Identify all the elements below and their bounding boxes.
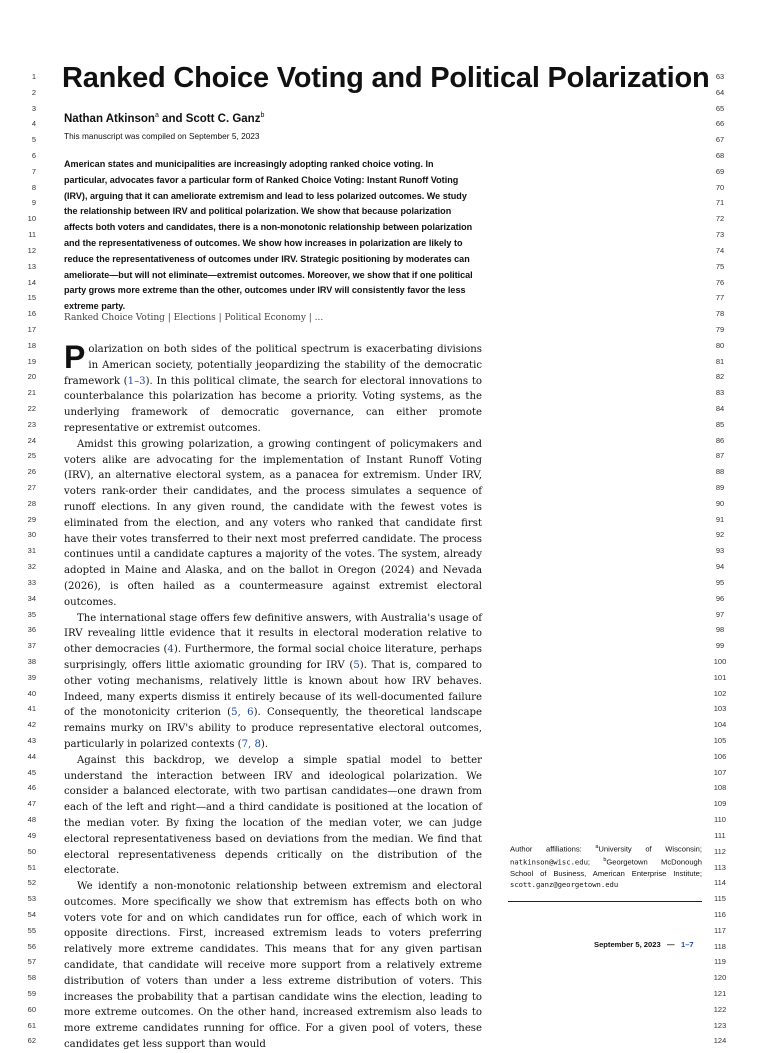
line-number: 55 bbox=[27, 925, 36, 935]
line-number: 9 bbox=[31, 198, 36, 208]
line-number: 119 bbox=[714, 957, 726, 967]
paper-title: Ranked Choice Voting and Political Polarization bbox=[62, 62, 710, 94]
line-number: 88 bbox=[715, 467, 725, 477]
footer-dash: — bbox=[667, 940, 675, 949]
line-number: 46 bbox=[27, 783, 36, 793]
line-number: 50 bbox=[27, 846, 36, 856]
line-number: 67 bbox=[715, 135, 725, 145]
affiliations-label: Author affiliations: bbox=[510, 844, 596, 854]
line-number: 48 bbox=[27, 815, 36, 825]
line-number: 92 bbox=[715, 530, 725, 540]
line-number: 62 bbox=[27, 1036, 36, 1046]
line-number: 40 bbox=[27, 688, 36, 698]
line-number: 78 bbox=[715, 309, 725, 319]
line-number: 80 bbox=[715, 340, 725, 350]
line-number: 86 bbox=[715, 435, 725, 445]
line-number: 57 bbox=[27, 957, 36, 967]
line-number: 71 bbox=[715, 198, 725, 208]
affiliation-text: Georgetown McDonough School of Business, American Enterprise Institute; bbox=[510, 857, 702, 878]
text-run: ). That is, compared to other voting mechanisms, relatively little is known about how IRV behaves. Indeed, many experts dismiss it entirely because of its well-documented failure of the monotonicity criterion ( bbox=[64, 659, 482, 719]
line-number: 75 bbox=[715, 261, 725, 271]
line-number: 110 bbox=[714, 815, 726, 825]
affiliation-marker: b bbox=[603, 856, 607, 863]
line-number: 112 bbox=[714, 846, 726, 856]
line-number: 102 bbox=[713, 688, 727, 698]
line-number: 72 bbox=[715, 214, 725, 224]
footer-date: September 5, 2023 bbox=[594, 940, 661, 949]
line-number: 25 bbox=[27, 451, 36, 461]
line-number: 118 bbox=[714, 941, 726, 951]
separator: ; bbox=[587, 857, 604, 867]
line-number: 21 bbox=[27, 388, 36, 398]
drop-cap: P bbox=[64, 339, 86, 375]
line-number: 56 bbox=[27, 941, 36, 951]
text-run: olarization on both sides of the political spectrum is exacerbating divisions in American society, potentially jeopardizing the stability of the democratic framework ( bbox=[64, 344, 482, 387]
line-number: 33 bbox=[27, 577, 36, 587]
line-number: 53 bbox=[27, 894, 36, 904]
line-number: 68 bbox=[715, 151, 725, 161]
line-number: 61 bbox=[27, 1020, 36, 1030]
citation-link[interactable]: 4 bbox=[167, 644, 174, 656]
line-number: 123 bbox=[713, 1020, 727, 1030]
main-text bbox=[64, 339, 482, 1053]
line-number: 29 bbox=[27, 514, 36, 524]
line-number: 84 bbox=[715, 404, 725, 413]
line-number: 73 bbox=[715, 230, 725, 240]
citation-link[interactable]: 7, 8 bbox=[241, 738, 261, 750]
line-number: 82 bbox=[715, 372, 725, 382]
line-number: 106 bbox=[713, 751, 727, 761]
line-number: 90 bbox=[715, 498, 725, 508]
line-number: 14 bbox=[27, 277, 36, 287]
line-number: 66 bbox=[715, 119, 725, 129]
line-number: 117 bbox=[714, 925, 726, 935]
page-footer bbox=[594, 940, 694, 949]
email-link[interactable]: scott.ganz@georgetown.edu bbox=[510, 879, 619, 889]
line-number: 49 bbox=[27, 830, 36, 840]
line-number: 22 bbox=[27, 404, 36, 413]
line-number: 30 bbox=[27, 530, 36, 540]
line-number: 20 bbox=[27, 372, 36, 382]
line-number: 70 bbox=[715, 182, 725, 192]
line-number: 105 bbox=[713, 736, 727, 746]
line-number: 79 bbox=[715, 324, 725, 334]
line-number: 24 bbox=[27, 435, 36, 445]
line-number: 52 bbox=[27, 878, 36, 888]
line-number: 4 bbox=[31, 119, 36, 129]
paragraph bbox=[64, 611, 482, 753]
line-number: 74 bbox=[715, 245, 725, 255]
line-number: 99 bbox=[715, 641, 725, 651]
line-number: 7 bbox=[31, 166, 36, 176]
text-run: ). bbox=[260, 738, 269, 750]
line-number: 93 bbox=[715, 546, 725, 556]
line-number: 38 bbox=[27, 656, 36, 666]
text-run: ). In this political climate, the search for electoral innovations to counterbalance this polarization has become a priority. Voting systems, as the underlying framework of democratic governance, can either promote representative or extremist outcomes. bbox=[64, 375, 482, 434]
citation-link[interactable]: 1–3 bbox=[127, 375, 146, 387]
line-number: 5 bbox=[31, 135, 36, 145]
line-number: 114 bbox=[714, 878, 726, 888]
citation-link[interactable]: 5 bbox=[353, 659, 360, 671]
line-number: 64 bbox=[715, 87, 725, 97]
compiled-date: This manuscript was compiled on September 5, 2023 bbox=[64, 131, 260, 141]
line-number: 45 bbox=[27, 767, 36, 777]
footer-page-range: 1–7 bbox=[680, 940, 694, 949]
line-number: 28 bbox=[27, 498, 36, 508]
line-number: 3 bbox=[31, 103, 36, 113]
line-number: 122 bbox=[713, 1004, 727, 1014]
line-number: 109 bbox=[713, 799, 727, 809]
line-number: 37 bbox=[27, 641, 36, 651]
line-number: 54 bbox=[27, 909, 36, 919]
affiliation-marker: b bbox=[260, 112, 265, 119]
line-number: 100 bbox=[713, 656, 727, 666]
line-number: 26 bbox=[27, 467, 36, 477]
line-number: 43 bbox=[27, 736, 36, 746]
line-number: 36 bbox=[27, 625, 36, 635]
abstract: American states and municipalities are increasingly adopting ranked choice voting. In particular, advocates favor a particular form of Ranked Choice Voting: Instant Runoff Voting (IRV), arguing that it can ameliorate extremism and lead to less polarized outcomes. We study the relationship between IRV and political polarization. We show that because polarization affects both voters and candidates, there is a non-monotonic relationship between polarization and the representativeness of outcomes. We show how increases in polarization are likely to reduce the representativeness of outcomes under IRV. Strategic positioning by moderates can ameliorate—but will not eliminate—extremist outcomes. Moreover, we show that if one political party grows more extreme than the other, outcomes under IRV will consistently favor the less extreme party. bbox=[64, 159, 473, 312]
line-number: 1 bbox=[31, 72, 36, 81]
footnote-rule bbox=[508, 901, 702, 902]
line-number: 98 bbox=[715, 625, 725, 635]
email-link[interactable]: natkinson@wisc.edu bbox=[510, 857, 588, 867]
line-number: 101 bbox=[713, 672, 727, 682]
paragraph bbox=[64, 339, 482, 437]
line-number: 87 bbox=[715, 451, 725, 461]
line-number: 121 bbox=[713, 988, 727, 998]
line-number: 35 bbox=[27, 609, 36, 619]
line-number: 34 bbox=[27, 593, 36, 603]
line-number: 2 bbox=[31, 87, 36, 97]
line-number: 42 bbox=[27, 720, 36, 730]
line-number: 60 bbox=[27, 1004, 36, 1014]
line-number: 77 bbox=[715, 293, 725, 303]
line-number: 58 bbox=[27, 973, 36, 983]
text-run: ). Furthermore, the formal social choice literature, perhaps surprisingly, offers little axiomatic grounding for IRV ( bbox=[64, 644, 482, 671]
author-affiliations bbox=[510, 842, 702, 890]
line-number: 95 bbox=[715, 577, 725, 587]
line-number: 16 bbox=[27, 309, 36, 319]
line-number: 13 bbox=[27, 261, 36, 271]
line-number: 107 bbox=[713, 767, 727, 777]
line-number: 69 bbox=[715, 166, 725, 176]
paragraph: Amidst this growing polarization, a growing contingent of policymakers and voters alike are advocating for the implementation of Instant Runoff Voting (IRV), an alternative electoral system, as a panacea for extremism. Under IRV, voters rank-order their candidates, and the process simulates a sequence of runoff elections. In any given round, the candidate with the fewest votes is eliminated from the election, and any voters who ranked that candidate first have their votes transferred to their next most preferred candidate. The process continues until a candidate captures a majority of the votes. The system, already adopted in Maine and Alaska, and on the ballot in Oregon (2024) and Nevada (2026), is often hailed as a countermeasure against extremist electoral outcomes. bbox=[64, 438, 482, 608]
text-run: The international stage offers few definitive answers, with Australia's usage of IRV revealing little evidence that it results in electoral moderation relative to other democracies ( bbox=[64, 612, 482, 656]
line-number: 81 bbox=[715, 356, 725, 366]
line-number: 41 bbox=[27, 704, 36, 714]
line-number: 97 bbox=[715, 609, 725, 619]
line-number: 91 bbox=[715, 514, 725, 524]
line-number: 39 bbox=[27, 672, 36, 682]
affiliation-text: University of Wisconsin; bbox=[598, 844, 702, 854]
line-number: 104 bbox=[713, 720, 727, 730]
author-name: Nathan Atkinson bbox=[64, 112, 155, 125]
line-number: 44 bbox=[27, 751, 36, 761]
line-number: 103 bbox=[713, 704, 727, 714]
line-number: 32 bbox=[27, 562, 36, 572]
line-number: 120 bbox=[713, 973, 727, 983]
line-number: 76 bbox=[715, 277, 725, 287]
author-list bbox=[64, 112, 264, 125]
line-number: 51 bbox=[27, 862, 36, 872]
affiliation-marker: a bbox=[154, 112, 159, 119]
line-number: 113 bbox=[714, 862, 726, 872]
line-number: 15 bbox=[27, 293, 36, 303]
line-number: 6 bbox=[31, 151, 36, 161]
line-number: 124 bbox=[713, 1036, 727, 1046]
line-number: 116 bbox=[714, 909, 726, 919]
author-name: Scott C. Ganz bbox=[185, 112, 261, 125]
paragraph: We identify a non-monotonic relationship between extremism and electoral outcomes. More specifically we show that extremism has effects both on who voters vote for and on which candidates run for office, each of which work in opposite directions. First, increased extremism leads to voters preferring relatively more extreme candidates. This means that for any given partisan candidate, that candidate will receive more support from a relatively extreme distribution of voters than under a less extreme distribution of voters. This increases the probability that a partisan candidate wins the election, leading to more extreme outcomes. On the other hand, increased extremism also leads to more extreme candidates running for office. For a given pool of voters, these candidates get less support than would bbox=[64, 881, 482, 1051]
line-number: 47 bbox=[27, 799, 36, 809]
line-number: 85 bbox=[715, 419, 725, 429]
line-number: 17 bbox=[27, 324, 36, 334]
affiliation-marker: a bbox=[595, 844, 599, 850]
line-number: 65 bbox=[715, 103, 725, 113]
citation-link[interactable]: 5, 6 bbox=[231, 707, 254, 719]
line-number: 10 bbox=[27, 214, 36, 224]
line-number: 89 bbox=[715, 483, 725, 493]
line-number: 19 bbox=[27, 356, 36, 366]
line-number: 12 bbox=[27, 245, 36, 255]
line-number: 27 bbox=[27, 483, 36, 493]
line-number: 108 bbox=[713, 783, 727, 793]
keywords: Ranked Choice Voting | Elections | Political Economy | ... bbox=[64, 313, 324, 323]
line-number: 111 bbox=[714, 830, 726, 840]
line-number: 83 bbox=[715, 388, 725, 398]
text-run: ). Consequently, the theoretical landscape remains murky on IRV's ability to produce representative electoral outcomes, particularly in polarized contexts ( bbox=[64, 707, 482, 750]
line-number: 96 bbox=[715, 593, 725, 603]
line-number: 18 bbox=[27, 340, 36, 350]
line-number: 59 bbox=[27, 988, 36, 998]
line-number: 23 bbox=[27, 419, 36, 429]
author-separator: and bbox=[158, 112, 186, 125]
line-number: 94 bbox=[715, 562, 725, 572]
line-number: 8 bbox=[31, 182, 36, 192]
line-number: 11 bbox=[28, 230, 36, 240]
line-number: 115 bbox=[714, 894, 726, 904]
line-number: 63 bbox=[715, 72, 725, 81]
line-number: 31 bbox=[27, 546, 36, 556]
paragraph: Against this backdrop, we develop a simple spatial model to better understand the interaction between IRV and ideological polarization. We consider a balanced electorate, with two partisan candidates—one drawn from each of the left and right—and a third candidate is positioned at the location of the median voter. By fixing the location of the median voter, we can judge electoral representativeness based on deviations from the median. We find that electoral representativeness depends critically on the distribution of the electorate. bbox=[64, 754, 482, 877]
